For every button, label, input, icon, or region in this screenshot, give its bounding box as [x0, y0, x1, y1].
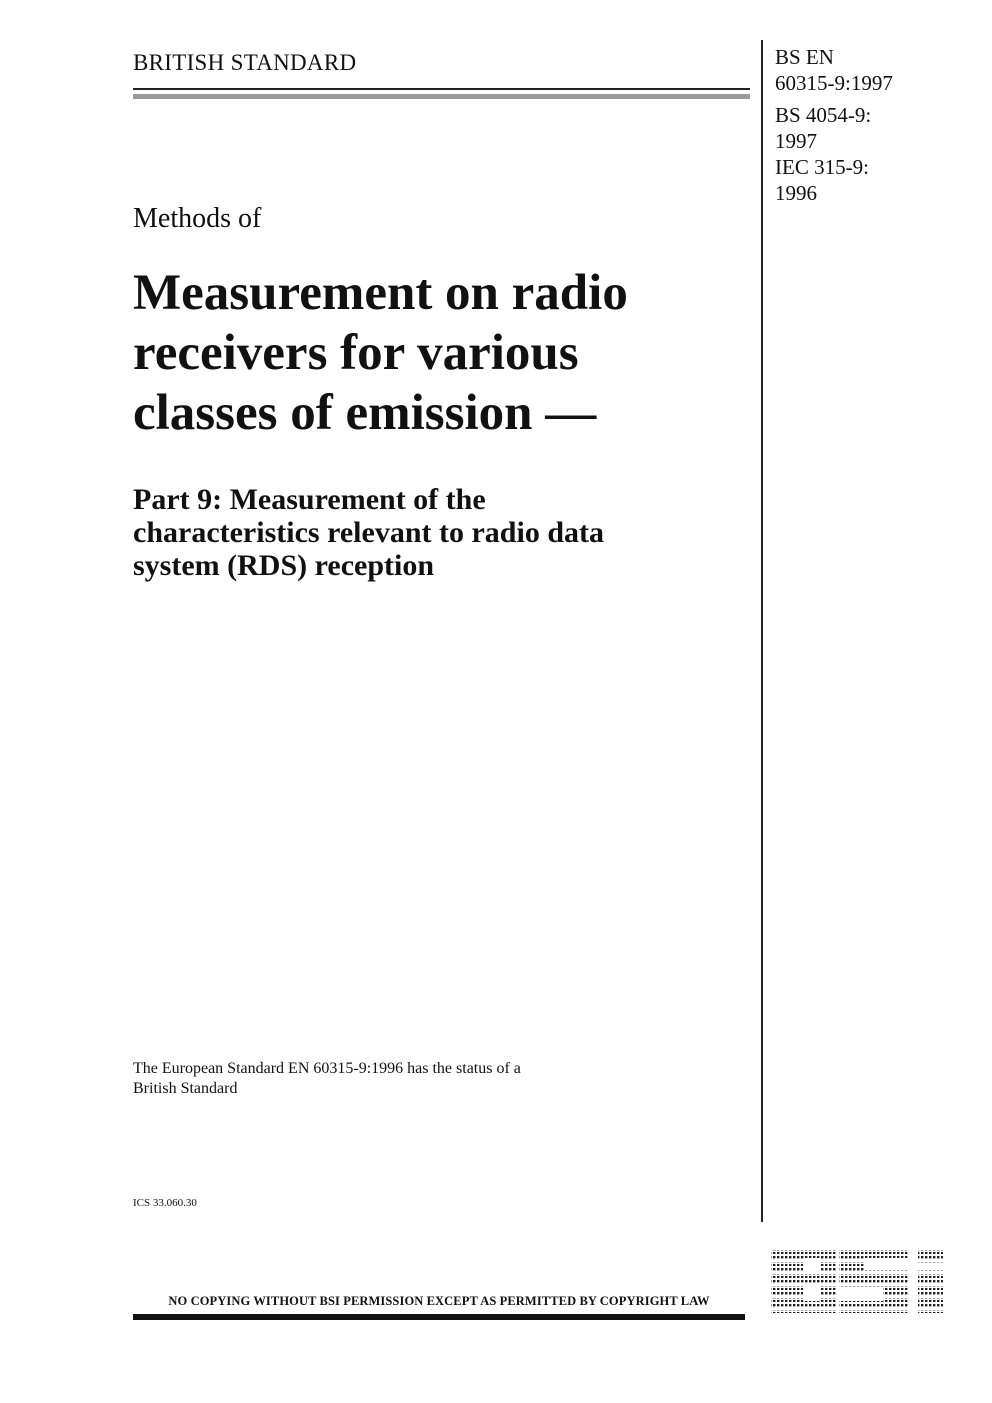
- ics-code: ICS 33.060.30: [133, 1197, 197, 1209]
- part-title: [133, 483, 753, 582]
- designation-bs-en-line1: BS EN: [775, 45, 834, 69]
- header-rule-thin: [133, 88, 750, 90]
- header-label: BRITISH STANDARD: [133, 50, 357, 75]
- main-title-line: receivers for various: [133, 325, 579, 381]
- part-title-line: characteristics relevant to radio data: [133, 516, 604, 549]
- main-title: [133, 263, 753, 443]
- designation-bs-en-line2: 60315-9:1997: [775, 71, 893, 95]
- designation-iec-line2: 1996: [775, 181, 817, 205]
- bsi-logo-icon: [769, 1244, 945, 1316]
- status-note-line: The European Standard EN 60315-9:1996 has the status of a: [133, 1060, 521, 1077]
- designation-bs-line1: BS 4054-9:: [775, 103, 872, 127]
- bsi-logo-letters: [771, 1247, 943, 1313]
- title-prefix: Methods of: [133, 203, 262, 234]
- footer-rule: [133, 1314, 745, 1320]
- main-title-line: Measurement on radio: [133, 265, 628, 321]
- vertical-divider: [761, 40, 763, 1222]
- part-title-line: system (RDS) reception: [133, 549, 435, 582]
- standard-designations: [775, 44, 975, 206]
- status-note: [133, 1059, 633, 1099]
- designation-bs-line2: 1997: [775, 129, 817, 153]
- copyright-notice: NO COPYING WITHOUT BSI PERMISSION EXCEPT AS PERMITTED BY COPYRIGHT LAW: [168, 1294, 710, 1308]
- part-title-line: Part 9: Measurement of the: [133, 483, 486, 516]
- header-rule-thick: [133, 94, 750, 99]
- designation-iec-line1: IEC 315-9:: [775, 155, 869, 179]
- status-note-line: British Standard: [133, 1080, 238, 1097]
- main-title-line: classes of emission —: [133, 385, 597, 441]
